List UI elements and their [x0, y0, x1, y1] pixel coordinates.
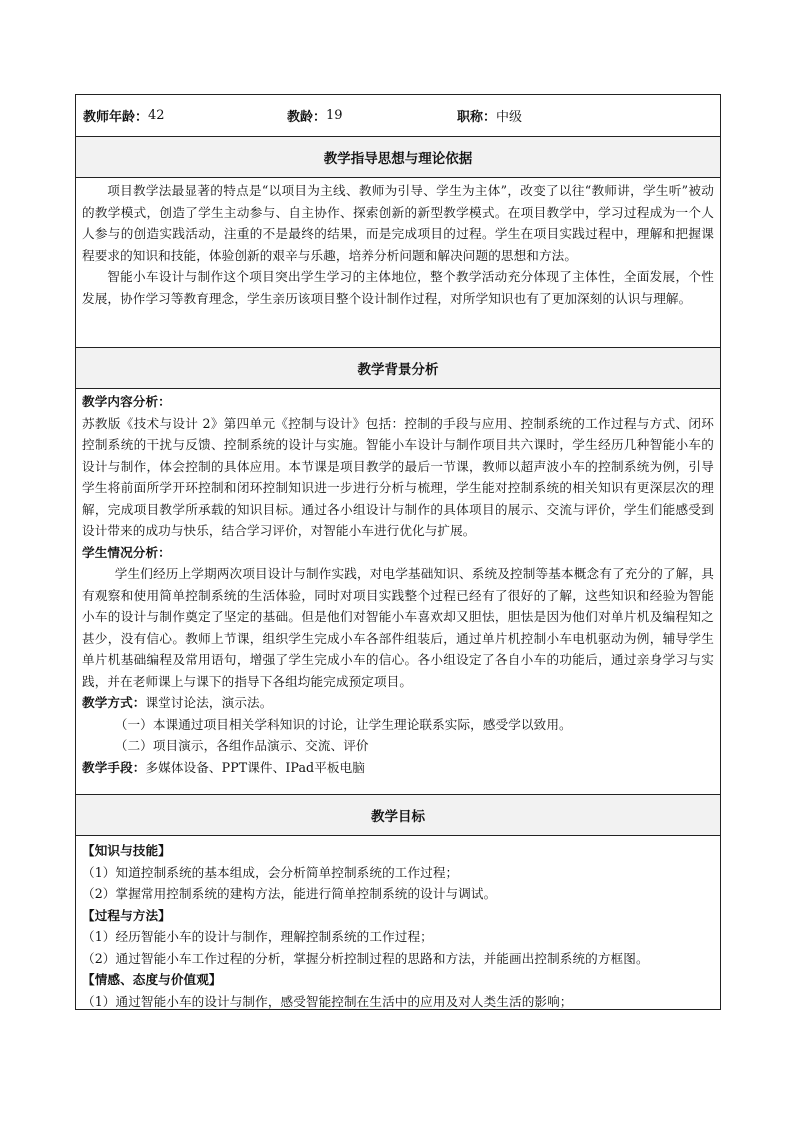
job-title-cell: [457, 106, 657, 125]
teaching-method-text: 课堂讨论法，演示法。: [145, 695, 273, 710]
teaching-years-cell: [287, 106, 457, 125]
objective-group-title: 【情感、态度与价值观】: [82, 972, 222, 987]
objectives-heading: 教学目标: [76, 795, 720, 836]
content-analysis-text: 苏教版《技术与设计 2》第四单元《控制与设计》包括：控制的手段与应用、控制系统的工作过程与方式、闭环控制系统的干扰与反馈、控制系统的设计与实施。智能小车设计与制作项目共六课时，学生经历几种智能小车的设计与制作，体会控制的具体应用。本节课是项目教学的最后一节课，教师以超声波小车的控制系统为例，引导学生将前面所学开环控制和闭环控制知识进一步进行分析与梳理，学生能对控制系统的相关知识有更深层次的理解，完成项目教学所承载的知识目标。通过各小组设计与制作的具体项目的展示、交流与评价，学生们能感受到设计带来的成功与快乐，结合学习评价，对智能小车进行优化与扩展。: [82, 415, 714, 538]
objective-item: （1）经历智能小车的设计与制作，理解控制系统的工作过程；: [82, 929, 433, 944]
teaching-years-label: 教龄：: [287, 110, 327, 125]
guiding-thought-heading: 教学指导思想与理论依据: [76, 137, 720, 178]
job-title-value: 中级: [496, 110, 523, 125]
teaching-method-label: 教学方式：: [82, 695, 146, 710]
teacher-age-value: 42: [148, 108, 165, 123]
teaching-years-value: 19: [326, 108, 343, 123]
objective-item: （1）知道控制系统的基本组成，会分析简单控制系统的工作过程；: [82, 864, 459, 880]
background-body: [76, 389, 720, 795]
method-item: （二）项目演示，各组作品演示、交流、评价: [114, 738, 369, 753]
objective-item: （1）通过智能小车的设计与制作，感受智能控制在生活中的应用及对人类生活的影响；: [82, 993, 573, 1009]
guiding-thought-body: [76, 178, 720, 348]
guiding-paragraph: 项目教学法最显著的特点是“以项目为主线、教师为引导、学生为主体”，改变了以往“教师讲，学生听”被动的教学模式，创造了学生主动参与、自主协作、探索创新的新型教学模式。在项目教学中，学习过程成为一个人人参与的创造实践活动，注重的不是最终的结果，而是完成项目的过程。学生在项目实践过程中，理解和把握课程要求的知识和技能，体验创新的艰辛与乐趣，培养分析问题和解决问题的思想和方法。: [82, 183, 714, 263]
job-title-label: 职称：: [457, 110, 497, 125]
teacher-info-row: [76, 95, 720, 137]
objective-item: （2）通过智能小车工作过程的分析，掌握分析控制过程的思路和方法，并能画出控制系统的方框图。: [82, 950, 649, 966]
objective-item: （2）掌握常用控制系统的建构方法，能进行简单控制系统的设计与调试。: [82, 886, 497, 901]
teaching-means-line: [82, 757, 714, 779]
teaching-means-text: 多媒体设备、PPT课件、IPad平板电脑: [145, 759, 365, 775]
teacher-age-cell: [83, 106, 287, 125]
content-analysis-label: 教学内容分析：: [82, 394, 171, 409]
student-analysis-label: 学生情况分析：: [82, 544, 171, 560]
objective-group-title: 【过程与方法】: [82, 907, 171, 923]
student-analysis-text: 学生们经历上学期两次项目设计与制作实践，对电学基础知识、系统及控制等基本概念有了充分的了解，具有观察和使用简单控制系统的生活体验，同时对项目实践整个过程已经有了很好的了解，这些知识和经验为智能小车的设计与制作奠定了坚定的基础。但是他们对智能小车喜欢却又胆怯，胆怯是因为他们对单片机及编程知之甚少，没有信心。教师上节课，组织学生完成小车各部件组装后，通过单片机控制小车电机驱动为例，辅导学生单片机基础编程及常用语句，增强了学生完成小车的信心。各小组设定了各自小车的功能后，通过亲身学习与实践，并在老师课上与课下的指导下各组均能完成预定项目。: [82, 566, 714, 689]
guiding-paragraph: 智能小车设计与制作这个项目突出学生学习的主体地位，整个教学活动充分体现了主体性，全面发展，个性发展，协作学习等教育理念，学生亲历该项目整个设计制作过程，对所学知识也有了更加深刻的认识与理解。: [82, 269, 714, 306]
objectives-body: [76, 836, 720, 1009]
objective-group-title: 【知识与技能】: [82, 843, 171, 858]
method-item: （一）本课通过项目相关学科知识的讨论，让学生理论联系实际，感受学以致用。: [114, 716, 572, 732]
background-heading: 教学背景分析: [76, 348, 720, 389]
teaching-means-label: 教学手段：: [82, 759, 146, 775]
lesson-plan-table: [75, 94, 721, 1010]
teaching-method-line: [82, 692, 714, 714]
teacher-age-label: 教师年龄：: [83, 110, 149, 125]
